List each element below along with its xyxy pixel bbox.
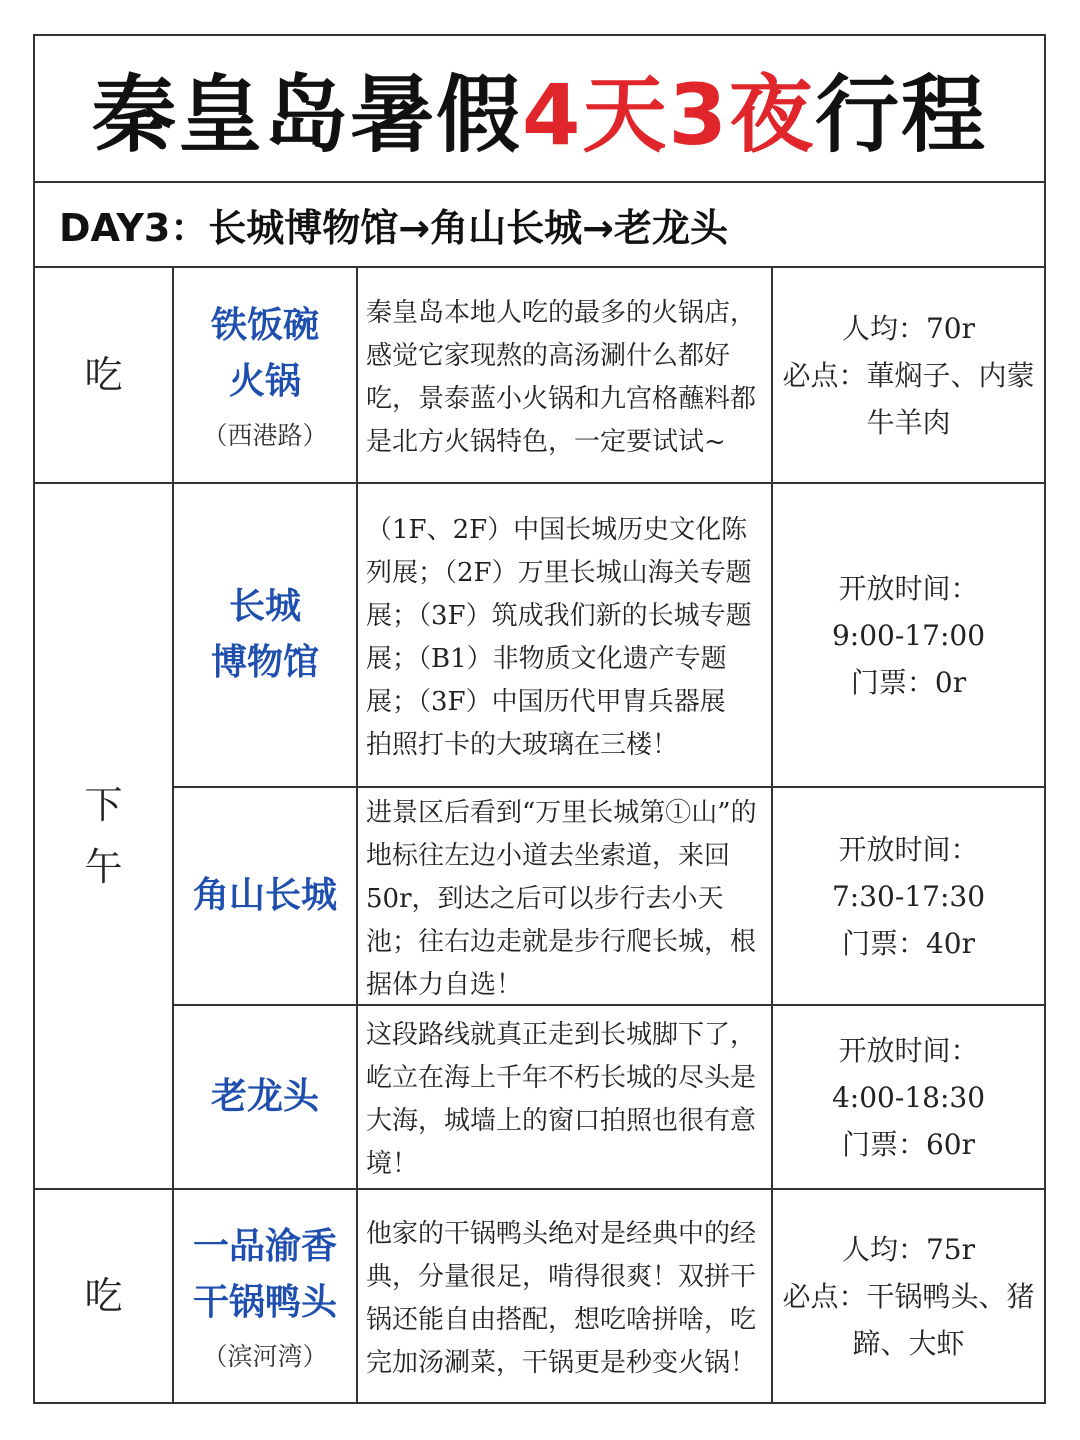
day-route-heading: DAY3：长城博物馆→角山长城→老龙头 <box>35 183 1044 268</box>
category-label: 吃 <box>84 1274 123 1318</box>
info-must-order: 必点：干锅鸭头、猪蹄、大虾 <box>782 1279 1035 1360</box>
place-yipin-yuxiang-duck-head <box>174 1190 356 1402</box>
title-part2: 行程 <box>814 66 987 164</box>
info-cell <box>773 484 1044 786</box>
place-name-line2: 火锅 <box>228 361 301 402</box>
place-name-line1: 角山长城 <box>192 875 337 916</box>
category-eat-1 <box>35 268 172 482</box>
category-label-line2: 午 <box>84 845 123 889</box>
info-cell <box>773 788 1044 1004</box>
info-cell <box>773 1006 1044 1188</box>
info-hours-label: 开放时间： <box>838 571 979 605</box>
description-text: 这段路线就真正走到长城脚下了，屹立在海上千年不朽长城的尽头是大海，城墙上的窗口拍照也很有意境！ <box>366 1020 757 1179</box>
info-hours: 7:30-17:30 <box>831 879 986 913</box>
info-hours-label: 开放时间： <box>838 832 979 866</box>
description-text: 秦皇岛本地人吃的最多的火锅店，感觉它家现熬的高汤涮什么都好吃，景泰蓝小火锅和九宫格蘸料都是北方火锅特色，一定要试试~ <box>366 298 757 457</box>
info-price: 人均：70r <box>841 311 975 345</box>
title-part1: 秦皇岛暑假 <box>92 66 523 164</box>
info-cell <box>773 1190 1044 1402</box>
info-ticket: 门票：0r <box>850 665 967 699</box>
place-jiaoshan-great-wall <box>174 788 356 1004</box>
description-text: 他家的干锅鸭头绝对是经典中的经典，分量很足，啃得很爽！双拼干锅还能自由搭配，想吃啥拼啥，吃完加汤涮菜，干锅更是秒变火锅！ <box>366 1219 757 1378</box>
place-tiefanwan-hotpot <box>174 268 356 482</box>
info-price: 人均：75r <box>841 1232 975 1266</box>
info-hours: 9:00-17:00 <box>831 618 986 652</box>
description-extra: 拍照打卡的大玻璃在三楼！ <box>366 730 679 760</box>
category-eat-2 <box>35 1190 172 1402</box>
place-great-wall-museum <box>174 484 356 786</box>
description-cell <box>358 1006 771 1188</box>
info-cell <box>773 268 1044 482</box>
description-text: 进景区后看到“万里长城第①山”的地标往左边小道去坐索道，来回50r，到达之后可以步行去小天池；往右边走就是步行爬长城，根据体力自选！ <box>366 797 757 1000</box>
place-laolongtou <box>174 1006 356 1188</box>
category-label: 吃 <box>84 353 123 397</box>
info-must-order: 必点：莗焖子、内蒙牛羊肉 <box>782 358 1035 439</box>
place-name-line1: 长城 <box>228 586 301 627</box>
category-label-line1: 下 <box>84 783 123 827</box>
description-cell <box>358 1190 771 1402</box>
info-hours-label: 开放时间： <box>838 1033 979 1067</box>
description-cell <box>358 268 771 482</box>
page-title <box>35 36 1044 183</box>
place-name-line2: 干锅鸭头 <box>192 1282 337 1323</box>
category-afternoon <box>35 484 172 1188</box>
place-location: （西港路） <box>202 421 328 450</box>
place-name-line1: 老龙头 <box>210 1076 319 1117</box>
info-hours: 4:00-18:30 <box>831 1080 986 1114</box>
description-cell <box>358 484 771 786</box>
place-name-line1: 铁饭碗 <box>210 305 319 346</box>
info-ticket: 门票：60r <box>841 1127 975 1161</box>
description-cell <box>358 788 771 1004</box>
info-ticket: 门票：40r <box>841 926 975 960</box>
itinerary-table <box>33 34 1046 1404</box>
place-name-line1: 一品渝香 <box>192 1226 337 1267</box>
place-location: （滨河湾） <box>202 1342 328 1371</box>
description-text: （1F、2F）中国长城历史文化陈列展；（2F）万里长城山海关专题展；（3F）筑成我们新的长城专题展；（B1）非物质文化遗产专题展；（3F）中国历代甲胄兵器展 <box>366 515 752 717</box>
title-highlight: 4天3夜 <box>522 66 815 164</box>
place-name-line2: 博物馆 <box>210 642 319 683</box>
